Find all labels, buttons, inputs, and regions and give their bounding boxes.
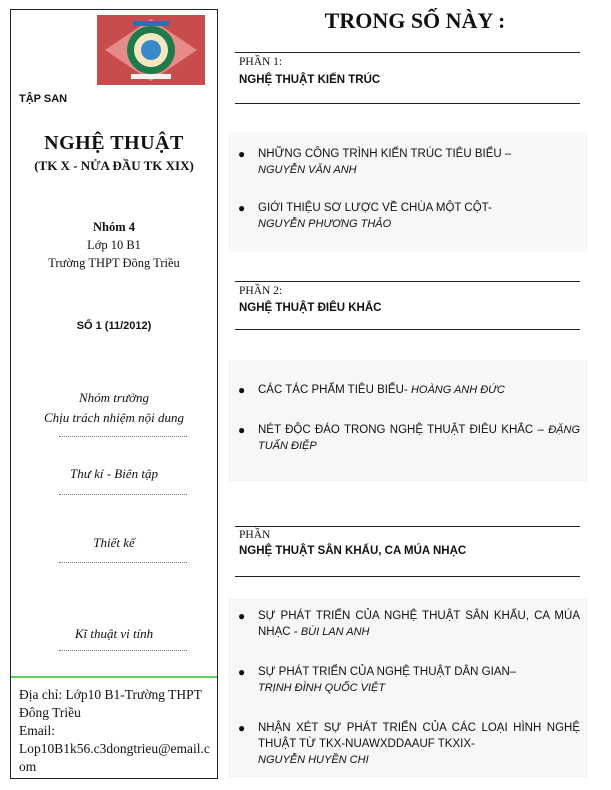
bullet-icon: ● <box>238 609 246 623</box>
section-divider <box>235 576 580 577</box>
item-title: NHỮNG CÔNG TRÌNH KIẾN TRÚC TIÊU BIỂU – <box>258 148 512 160</box>
item-author: NGUYỄN VĂN ANH <box>258 164 357 176</box>
magazine-title: NGHỆ THUẬT <box>44 132 184 154</box>
item-title: NÉT ĐỘC ĐÁO TRONG NGHỆ THUẬT ĐIÊU KHẮC – <box>258 424 544 436</box>
role-label: Thư kí - Biên tập <box>70 466 158 481</box>
group-name: Nhóm 4 <box>92 220 136 234</box>
list-item <box>238 608 580 640</box>
address: Địa chỉ: Lớp10 B1-Trường THPT Đông Triều <box>19 687 202 720</box>
section-divider <box>235 329 580 330</box>
role-secretary <box>11 464 217 484</box>
section-divider <box>235 52 580 53</box>
item-title: NHẬN XÉT SỰ PHÁT TRIỂN CỦA CÁC LOẠI HÌNH NGHỆ THUẬT TỪ TKX-NUAWXDDAAUF TKXIX- <box>258 722 580 750</box>
section-label: PHẦN 1: <box>239 56 283 68</box>
list-item <box>238 382 580 398</box>
item-author: ĐẶNG TUẤN ĐIỆP <box>258 424 580 452</box>
item-author: NGUYỄN PHƯƠNG THẢO <box>258 218 392 230</box>
class-name: Lớp 10 B1 <box>87 238 141 252</box>
bullet-icon: ● <box>238 201 246 215</box>
list-item <box>238 200 580 232</box>
item-author: HOÀNG ANH ĐỨC <box>410 384 505 396</box>
bullet-icon: ● <box>238 147 246 161</box>
bullet-icon: ● <box>238 383 246 397</box>
role-designer <box>11 533 217 553</box>
section-divider <box>235 103 580 104</box>
issue-number: SỐ 1 (11/2012) <box>76 320 152 332</box>
role-group-leader <box>11 388 217 428</box>
item-author: TRỊNH ĐÌNH QUỐC VIỆT <box>258 682 386 694</box>
sidebar-panel <box>10 9 218 779</box>
dotted-signature-line <box>59 494 187 495</box>
section-title: NGHỆ THUẬT KIẾN TRÚC <box>239 74 381 86</box>
section-divider <box>235 526 580 527</box>
dotted-signature-line <box>59 436 187 437</box>
role-label: Chịu trách nhiệm nội dung <box>43 410 185 425</box>
bullet-icon: ● <box>238 665 246 679</box>
list-item <box>238 664 580 696</box>
page-title: TRONG SỐ NÀY : <box>324 8 506 33</box>
dotted-signature-line <box>59 562 187 563</box>
section-title: NGHỆ THUẬT SÂN KHẤU, CA MÚA NHẠC <box>239 545 467 557</box>
role-label: Thiết kế <box>93 535 135 550</box>
email-address[interactable]: Lop10B1k56.c3dongtrieu@email.com <box>19 741 210 774</box>
role-computer-tech <box>11 624 217 644</box>
contact-separator <box>11 676 217 678</box>
bullet-icon: ● <box>238 721 246 735</box>
role-label: Nhóm trưởng <box>78 390 149 405</box>
section-label: PHẦN <box>239 529 271 541</box>
section-title: NGHỆ THUẬT ĐIÊU KHẮC <box>239 302 382 314</box>
bullet-icon: ● <box>238 423 246 437</box>
item-author: BÙI LAN ANH <box>300 626 370 638</box>
list-item <box>238 146 580 178</box>
list-item <box>238 422 580 454</box>
item-title: SỰ PHÁT TRIỂN CỦA NGHỆ THUẬT DÂN GIAN– <box>258 666 517 678</box>
section-divider <box>235 281 580 282</box>
email-label: Email: <box>19 723 55 738</box>
section-content-panel <box>228 360 588 482</box>
school-name: Trường THPT Đông Triều <box>48 256 180 270</box>
dotted-signature-line <box>59 650 187 651</box>
item-title: SỰ PHÁT TRIỂN CỦA NGHỆ THUẬT SÂN KHẤU, CA MÚA NHẠC - <box>258 610 580 638</box>
magazine-label: TẬP SAN <box>19 93 68 105</box>
section-label: PHẦN 2: <box>239 285 283 297</box>
school-logo-image <box>97 15 205 85</box>
list-item <box>238 720 580 768</box>
group-info <box>11 218 217 272</box>
item-title: GIỚI THIỆU SƠ LƯỢC VỀ CHÙA MỘT CỘT- <box>258 202 492 214</box>
magazine-subtitle: (TK X - NỬA ĐẦU TK XIX) <box>34 158 194 173</box>
role-label: Kĩ thuật vi tính <box>74 626 154 641</box>
contact-info <box>19 686 213 776</box>
item-author: NGUYỄN HUYỀN CHI <box>258 754 369 766</box>
item-title: CÁC TÁC PHẨM TIÊU BIỂU- <box>258 384 408 396</box>
school-logo <box>97 15 205 85</box>
